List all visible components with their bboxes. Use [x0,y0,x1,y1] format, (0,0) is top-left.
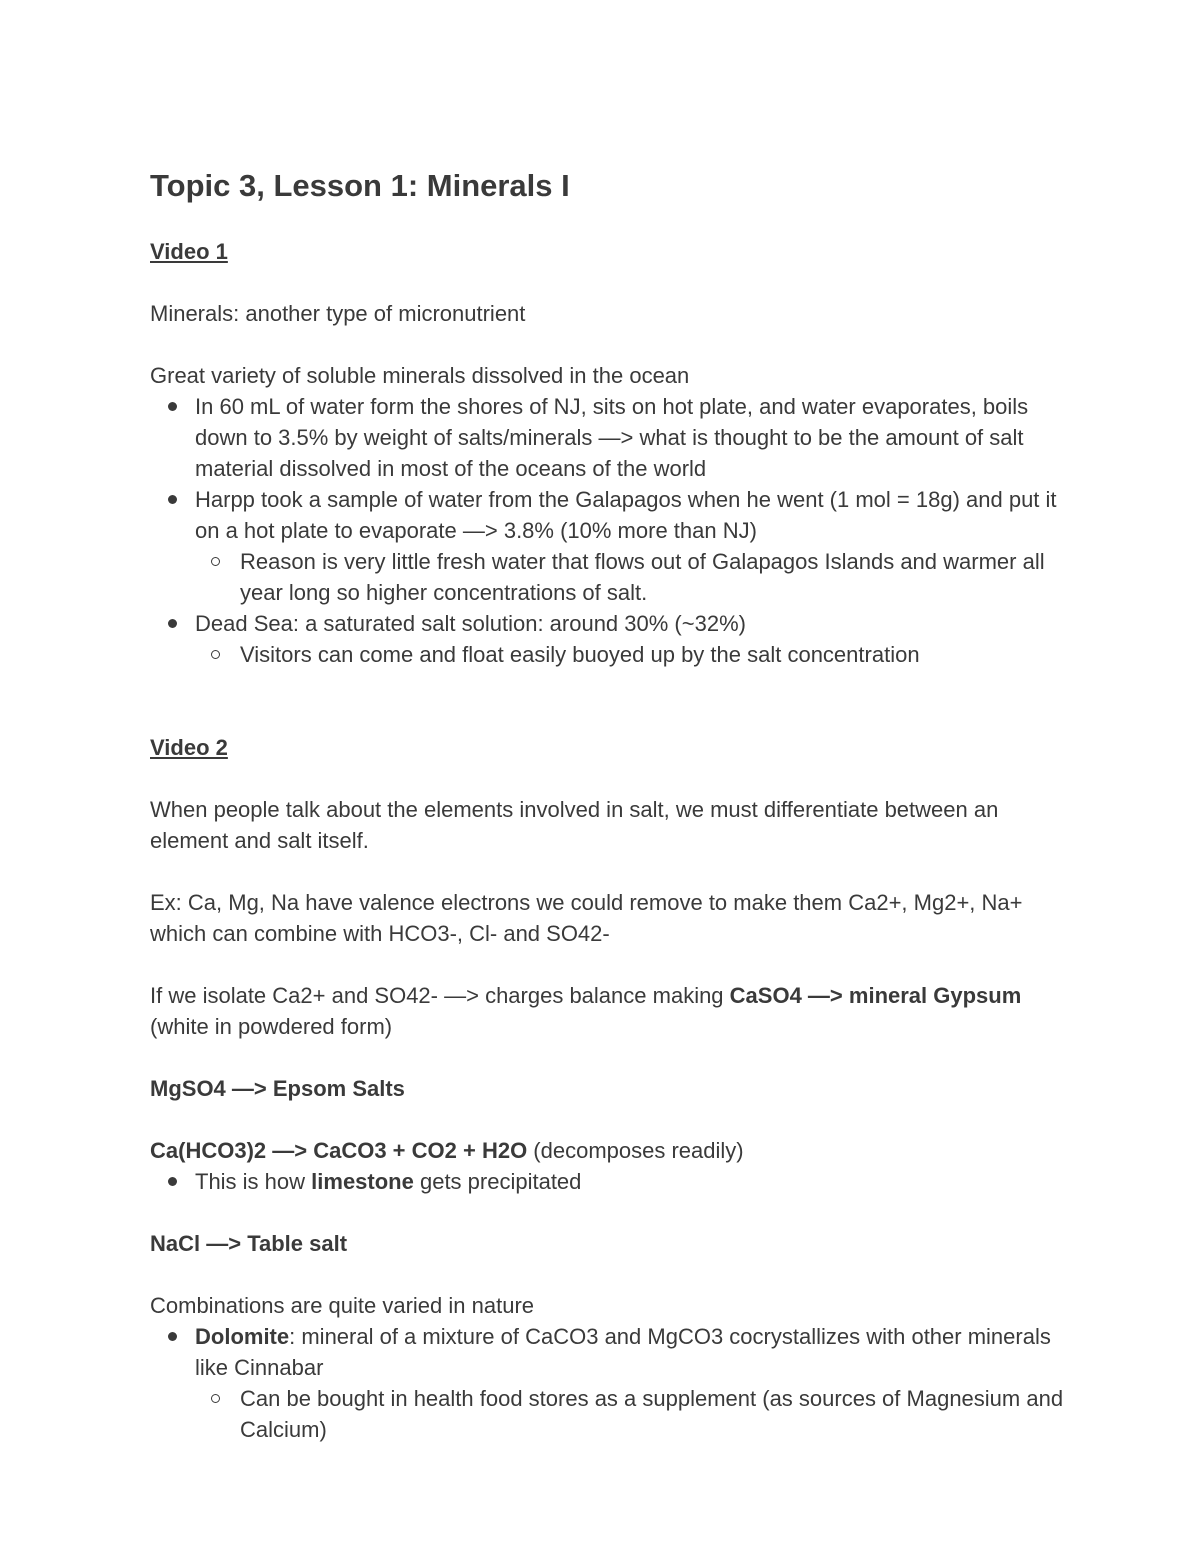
video1-bullet-list [150,391,1070,670]
video1-heading: Video 1 [150,239,228,264]
limestone-bold: limestone [311,1169,414,1194]
video2-para-gypsum [150,980,1070,1042]
list-item [195,546,1070,608]
limestone-bullet-list [150,1166,1070,1197]
limestone-pre: This is how [195,1169,312,1194]
list-item [195,1383,1070,1445]
combinations-line: Combinations are quite varied in nature [150,1293,535,1318]
dolomite-tail: : mineral of a mixture of CaCO3 and MgCO3 cocrystallizes with other minerals like Cinnabar [195,1324,1051,1380]
sub-bullet-list [195,546,1070,608]
list-item [150,391,1070,484]
video2-heading: Video 2 [150,735,228,760]
video2-para-valence: Ex: Ca, Mg, Na have valence electrons we could remove to make them Ca2+, Mg2+, Na+ which can combine with HCO3-, Cl- and SO42- [150,890,1023,946]
calcium-tail-text: (decomposes readily) [527,1138,744,1163]
gypsum-bold-text: CaSO4 —> mineral Gypsum [729,983,1022,1008]
bullet-text: Dead Sea: a saturated salt solution: around 30% (~32%) [195,611,746,636]
gypsum-plain-text: If we isolate Ca2+ and SO42- —> charges balance making [150,983,730,1008]
bullet-text: Harpp took a sample of water from the Galapagos when he went (1 mol = 18g) and put it on a hot plate to evaporate —> 3.8% (10% more than NJ) [195,487,1057,543]
table-salt-line: NaCl —> Table salt [150,1231,348,1256]
video1-intro: Minerals: another type of micronutrient [150,301,526,326]
list-item [150,1166,1070,1197]
sub-bullet-list [195,1383,1070,1445]
limestone-post: gets precipitated [413,1169,582,1194]
gypsum-tail-text: (white in powdered form) [150,1014,393,1039]
calcium-bicarbonate-line [150,1135,1070,1166]
video1-lead: Great variety of soluble minerals dissolved in the ocean [150,363,690,388]
dolomite-bold: Dolomite [195,1324,290,1349]
epsom-salts-line: MgSO4 —> Epsom Salts [150,1076,405,1101]
bullet-text: In 60 mL of water form the shores of NJ, sits on hot plate, and water evaporates, boils down to 3.5% by weight of salts/minerals —> what is thought to be the amount of salt material dissolved in most of the oceans of the world [195,394,1029,481]
page-title: Topic 3, Lesson 1: Minerals I [150,168,570,203]
video2-para-elements: When people talk about the elements involved in salt, we must differentiate between an element and salt itself. [150,797,999,853]
sub-bullet-list [195,639,1070,670]
calcium-formula: Ca(HCO3)2 —> CaCO3 + CO2 + H2O [150,1138,528,1163]
sub-bullet-text: Reason is very little fresh water that flows out of Galapagos Islands and warmer all year long so higher concentrations of salt. [240,549,1045,605]
list-item [150,608,1070,670]
document-page [150,166,1070,1445]
list-item [150,1321,1070,1445]
dolomite-bullet-list [150,1321,1070,1445]
sub-bullet-text: Visitors can come and float easily buoyed up by the salt concentration [240,642,920,667]
list-item [150,484,1070,608]
dolomite-sub-text: Can be bought in health food stores as a supplement (as sources of Magnesium and Calcium) [240,1386,1064,1442]
list-item [195,639,1070,670]
